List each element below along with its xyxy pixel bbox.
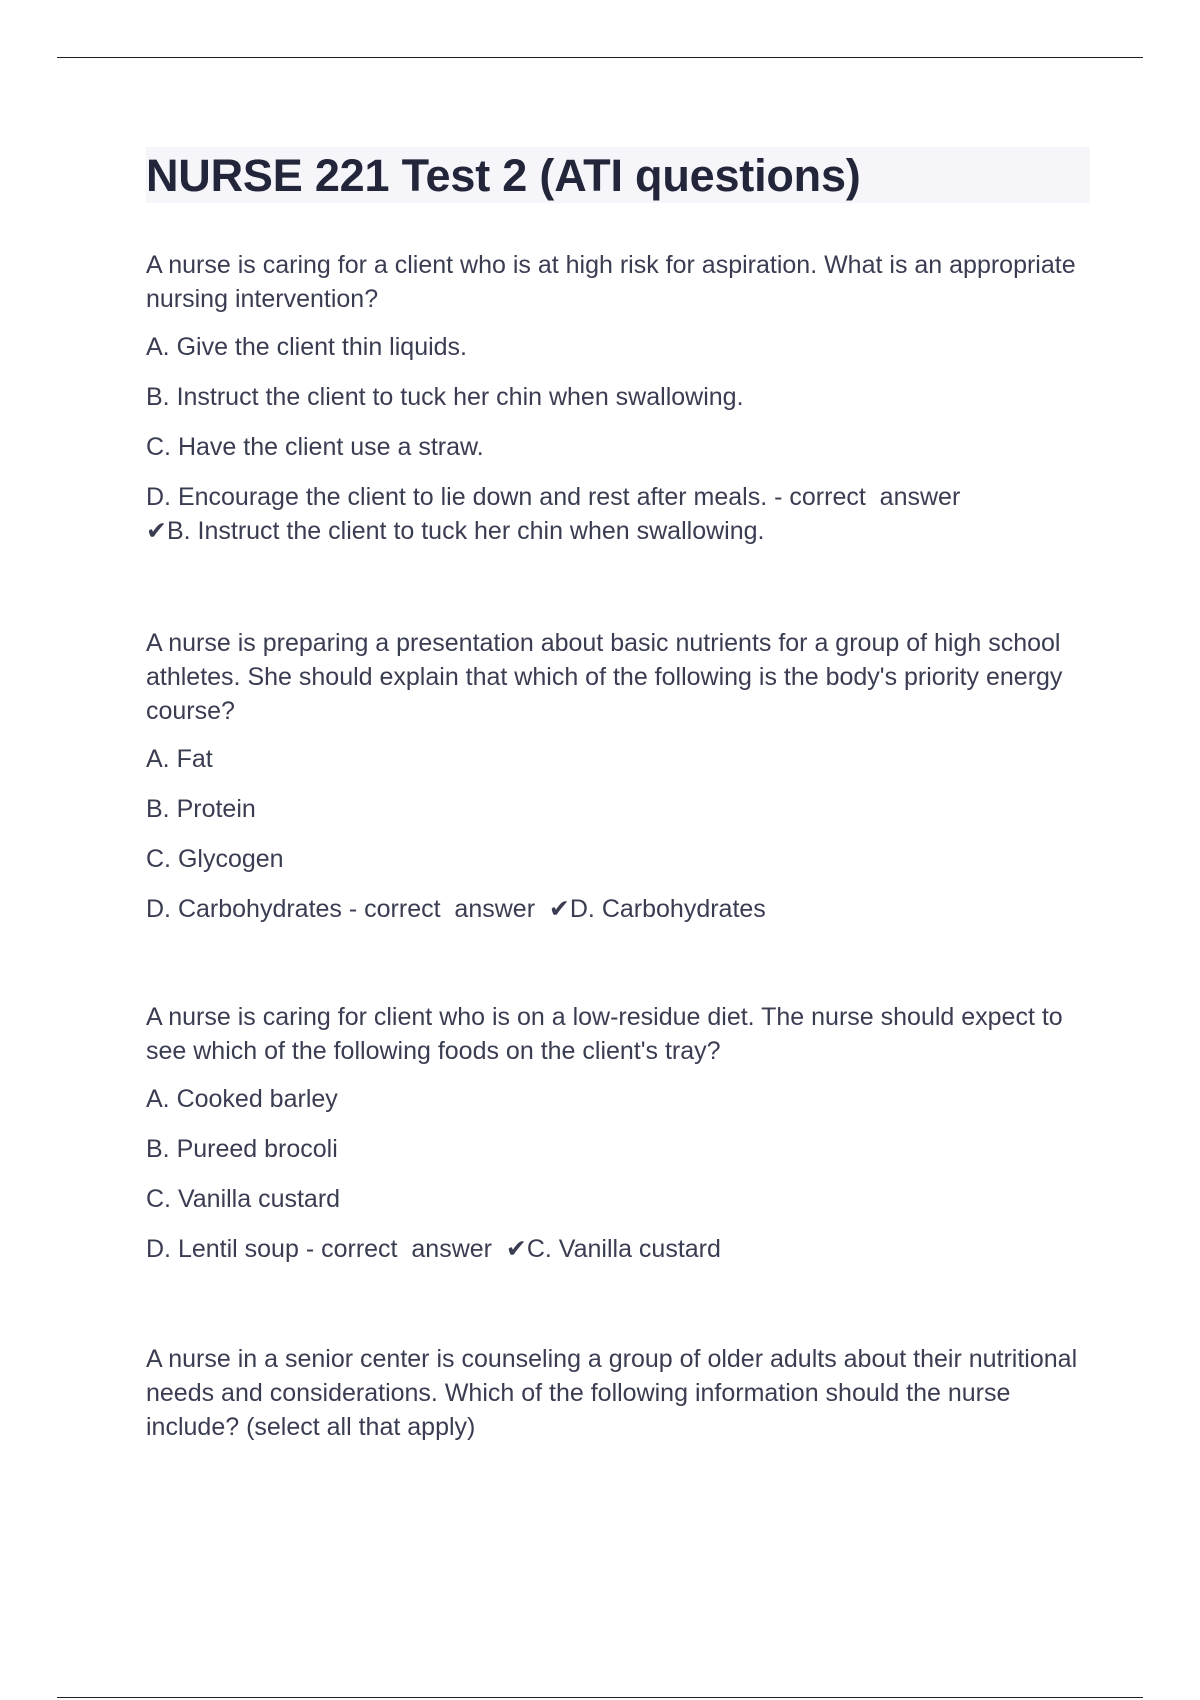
option-d-with-answer [146, 892, 1090, 926]
bottom-rule [57, 1697, 1143, 1698]
question-text: A nurse in a senior center is counseling a group of older adults about their nutritional needs and considerations. Which of the following information should the nurse include? (select all that apply) [146, 1345, 1078, 1441]
page-title: NURSE 221 Test 2 (ATI questions) [146, 149, 861, 201]
option-b: B. Pureed brocoli [146, 1135, 338, 1163]
question-1 [146, 248, 1090, 548]
option-c: C. Have the client use a straw. [146, 433, 484, 461]
option-a: A. Cooked barley [146, 1085, 338, 1113]
option-d-with-answer [146, 480, 1090, 548]
question-3 [146, 1000, 1090, 1266]
question-2 [146, 626, 1090, 926]
correct-answer: D. Carbohydrates [569, 895, 766, 923]
option-d-with-answer [146, 1232, 1090, 1266]
option-a: A. Give the client thin liquids. [146, 333, 467, 361]
question-text: A nurse is caring for a client who is at high risk for aspiration. What is an appropriate nursing intervention? [146, 251, 1076, 313]
top-rule [57, 57, 1143, 58]
option-b: B. Protein [146, 795, 256, 823]
correct-answer: C. Vanilla custard [526, 1235, 721, 1263]
option-d: D. Lentil soup - correct answer [146, 1235, 506, 1263]
check-icon: ✔ [146, 517, 167, 545]
option-a: A. Fat [146, 745, 213, 773]
check-icon: ✔ [548, 895, 570, 923]
option-d: D. Encourage the client to lie down and rest after meals. - correct answer [146, 483, 961, 511]
check-icon: ✔ [505, 1235, 527, 1263]
option-d: D. Carbohydrates - correct answer [146, 895, 549, 923]
document-body [146, 147, 1090, 1458]
option-b: B. Instruct the client to tuck her chin when swallowing. [146, 383, 744, 411]
option-c: C. Vanilla custard [146, 1185, 341, 1213]
question-text: A nurse is preparing a presentation about basic nutrients for a group of high school athletes. She should explain that which of the following is the body's priority energy course? [146, 629, 1063, 725]
title-banner [146, 147, 1090, 203]
question-text: A nurse is caring for client who is on a low-residue diet. The nurse should expect to see which of the following foods on the client's tray? [146, 1003, 1063, 1065]
correct-answer: B. Instruct the client to tuck her chin when swallowing. [166, 517, 765, 545]
option-c: C. Glycogen [146, 845, 284, 873]
question-4 [146, 1342, 1090, 1444]
